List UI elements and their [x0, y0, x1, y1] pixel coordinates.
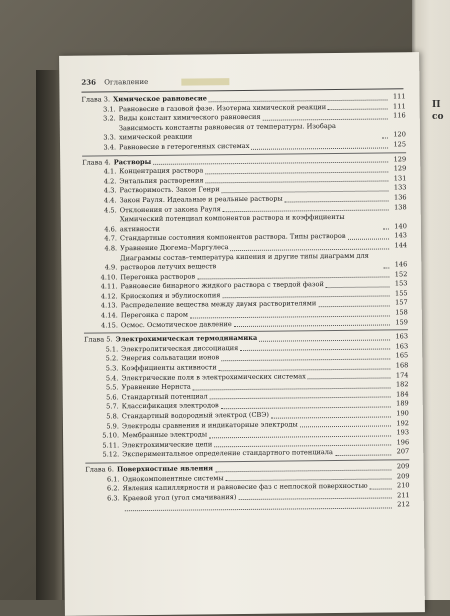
leader-dots	[348, 238, 389, 239]
section-number: 5.11.	[85, 441, 119, 451]
section-page: 133	[390, 184, 406, 194]
leader-dots	[328, 109, 388, 111]
section-title: Отклонения от закона Рауля	[120, 205, 221, 216]
toc-section-row	[83, 212, 407, 235]
section-title: Осмос. Осмотическое давление	[121, 320, 232, 331]
section-page: 207	[393, 448, 409, 458]
section-number: 4.9.	[83, 263, 117, 273]
section-page: 211	[394, 491, 410, 501]
section-title: Стандартные состояния компонентов раствора. Типы растворов	[120, 232, 346, 244]
section-number: 4.10.	[83, 273, 117, 283]
section-page: 190	[393, 409, 409, 419]
toc-section-row	[84, 318, 408, 331]
section-number: 4.3.	[82, 187, 116, 197]
section-page: 182	[392, 380, 408, 390]
leader-dots	[251, 147, 388, 149]
section-page: 163	[392, 342, 408, 352]
section-title: Электролитическая диссоциация	[121, 344, 238, 355]
section-number: 3.3.	[82, 134, 116, 144]
section-title: Энергия сольватации ионов	[121, 354, 219, 365]
chapter-label: Глава 5.	[84, 336, 113, 346]
table-of-contents	[81, 90, 409, 513]
chapter-label: Глава 4.	[82, 158, 111, 168]
section-title: Диаграммы состав–температура кипения и другие типы диаграмм для растворов летучих веществ	[120, 251, 381, 273]
section-page: 129	[390, 164, 406, 174]
book-page	[59, 52, 425, 616]
section-number: 4.4.	[83, 196, 117, 206]
leader-dots	[271, 416, 391, 418]
page-number: 236	[81, 78, 96, 87]
section-number: 4.11.	[83, 283, 117, 293]
toc-section-row	[82, 121, 406, 144]
section-number: 5.2.	[84, 355, 118, 365]
leader-dots	[240, 349, 390, 352]
next-page-fragment: со	[432, 112, 443, 122]
leader-dots	[263, 118, 388, 120]
section-number: 4.14.	[84, 311, 118, 321]
leader-dots	[300, 426, 391, 428]
section-title: Мембранные электроды	[122, 431, 207, 441]
section-title: Криоскопия и эбулиоскопия	[121, 291, 221, 302]
section-page: 158	[392, 308, 408, 318]
section-page: 140	[391, 222, 407, 232]
section-page: 168	[392, 361, 408, 371]
section-title: Уравнение Дюгема–Маргулеса	[120, 243, 229, 254]
section-number: 5.12.	[85, 451, 119, 461]
leader-dots	[326, 286, 390, 288]
section-number: 5.9.	[85, 422, 119, 432]
section-page: 196	[393, 438, 409, 448]
section-title: Концентрация раствора	[119, 167, 203, 177]
chapter-page: 129	[390, 155, 406, 165]
section-number: 4.13.	[84, 302, 118, 312]
section-page: 153	[391, 280, 407, 290]
leader-dots	[383, 267, 389, 268]
section-title: Зависимость константы равновесия от температуры. Изобара химической реакции	[119, 121, 380, 143]
section-title: Стандартный водородный электрод (СВЭ)	[122, 411, 269, 422]
section-number: 5.7.	[85, 403, 119, 413]
section-number: 4.6.	[83, 225, 117, 235]
section-title: Электрохимические цепи	[122, 440, 212, 451]
section-title: Распределение вещества между двумя растворителями	[121, 300, 317, 312]
leader-dots	[370, 488, 392, 489]
section-number: 4.15.	[84, 321, 118, 331]
section-page: 155	[392, 289, 408, 299]
section-page: 165	[392, 352, 408, 362]
section-page: 116	[390, 111, 406, 121]
section-title: Равновесие в газовой фазе. Изотерма химической реакции	[119, 103, 327, 115]
section-number: 3.4.	[82, 143, 116, 153]
section-title: Уравнение Нернста	[122, 383, 191, 393]
section-page: 144	[391, 241, 407, 251]
section-number: 6.3.	[86, 494, 120, 504]
section-page: 193	[393, 428, 409, 438]
chapter-title: Химическое равновесие	[113, 94, 207, 105]
section-title: Однокомпонентные системы	[122, 474, 223, 485]
section-title: Стандартный потенциал	[122, 392, 208, 402]
toc-section-row	[85, 448, 409, 461]
section-number: 6.1.	[85, 475, 119, 485]
section-page: 125	[390, 140, 406, 150]
section-title: Краевой угол (угол смачивания)	[123, 493, 237, 504]
section-page: 210	[394, 481, 410, 491]
section-page: 159	[392, 318, 408, 328]
leader-dots	[234, 325, 390, 328]
section-number: 5.10.	[85, 431, 119, 441]
section-page: 136	[391, 193, 407, 203]
chapter-title: Поверхностные явления	[117, 464, 213, 475]
section-title: Коэффициенты активности	[121, 363, 216, 374]
leader-dots	[383, 229, 389, 230]
section-page: 146	[391, 260, 407, 270]
section-number: 5.1.	[84, 345, 118, 355]
section-page: 212	[394, 501, 410, 511]
section-title: Растворимость. Закон Генри	[119, 186, 219, 197]
section-title: Перегонка с паром	[121, 311, 188, 321]
section-title: Химический потенциал компонентов раствора и коэффициенты активности	[120, 213, 381, 235]
section-title: Перегонка растворов	[120, 272, 195, 282]
section-title: Виды констант химического равновесия	[119, 113, 261, 124]
leader-dots	[318, 306, 389, 308]
section-page: 138	[391, 203, 407, 213]
section-title: Энтальпия растворения	[119, 176, 203, 186]
section-title: Равновесие в гетерогенных системах	[119, 142, 249, 153]
section-title: Равновесие бинарного жидкого раствора с твердой фазой	[120, 280, 323, 292]
section-number: 4.2.	[82, 177, 116, 187]
section-number: 6.2.	[86, 484, 120, 494]
section-number: 4.12.	[84, 292, 118, 302]
chapter-page: 209	[393, 462, 409, 472]
section-number: 5.8.	[85, 412, 119, 422]
section-title: Классификация электродов	[122, 402, 219, 413]
section-page: 184	[393, 390, 409, 400]
next-page-fragment: П	[432, 100, 441, 110]
leader-dots	[238, 498, 391, 501]
running-head-title: Оглавление	[104, 78, 148, 86]
section-number: 4.5.	[83, 206, 117, 216]
section-page: 111	[390, 102, 406, 112]
chapter-title: Растворы	[114, 158, 152, 168]
section-page: 189	[393, 400, 409, 410]
section-title: Закон Рауля. Идеальные и реальные растворы	[120, 195, 283, 206]
section-number: 5.5.	[85, 384, 119, 394]
section-page: 120	[390, 131, 406, 141]
toc-section-row	[82, 140, 406, 153]
section-number: 3.1.	[82, 105, 116, 115]
section-page: 192	[393, 419, 409, 429]
section-page: 174	[392, 371, 408, 381]
section-page: 209	[393, 472, 409, 482]
section-number: 4.8.	[83, 244, 117, 254]
section-page: 152	[391, 270, 407, 280]
section-number: 4.1.	[82, 167, 116, 177]
chapter-label: Глава 3.	[81, 95, 110, 105]
section-number: 4.7.	[83, 235, 117, 245]
section-title: Явления капиллярности и равновесие фаз с неплоской поверхностью	[123, 482, 368, 494]
section-number: 5.4.	[84, 374, 118, 384]
toc-section-row	[83, 251, 407, 274]
chapter-title: Электрохимическая термодинамика	[116, 334, 258, 345]
book-spine-shadow	[36, 70, 62, 600]
section-page: 131	[390, 174, 406, 184]
section-title: Экспериментальное определение стандартного потенциала	[122, 448, 333, 460]
chapter-page: 163	[392, 333, 408, 343]
section-title: Электрические поля в электрохимических системах	[121, 372, 305, 384]
section-number: 5.6.	[85, 393, 119, 403]
section-number: 5.3.	[84, 364, 118, 374]
section-page: 143	[391, 232, 407, 242]
chapter-page: 111	[389, 92, 405, 102]
leader-dots	[308, 378, 391, 380]
highlight-band	[181, 78, 229, 86]
leader-dots	[285, 200, 389, 202]
section-page: 157	[392, 299, 408, 309]
leader-dots	[259, 339, 390, 341]
section-number: 3.2.	[82, 114, 116, 124]
leader-dots	[382, 137, 388, 138]
section-title: Электроды сравнения и индикаторные электроды	[122, 420, 298, 431]
leader-dots	[125, 507, 392, 511]
leader-dots	[335, 454, 391, 456]
chapter-label: Глава 6.	[85, 465, 114, 475]
